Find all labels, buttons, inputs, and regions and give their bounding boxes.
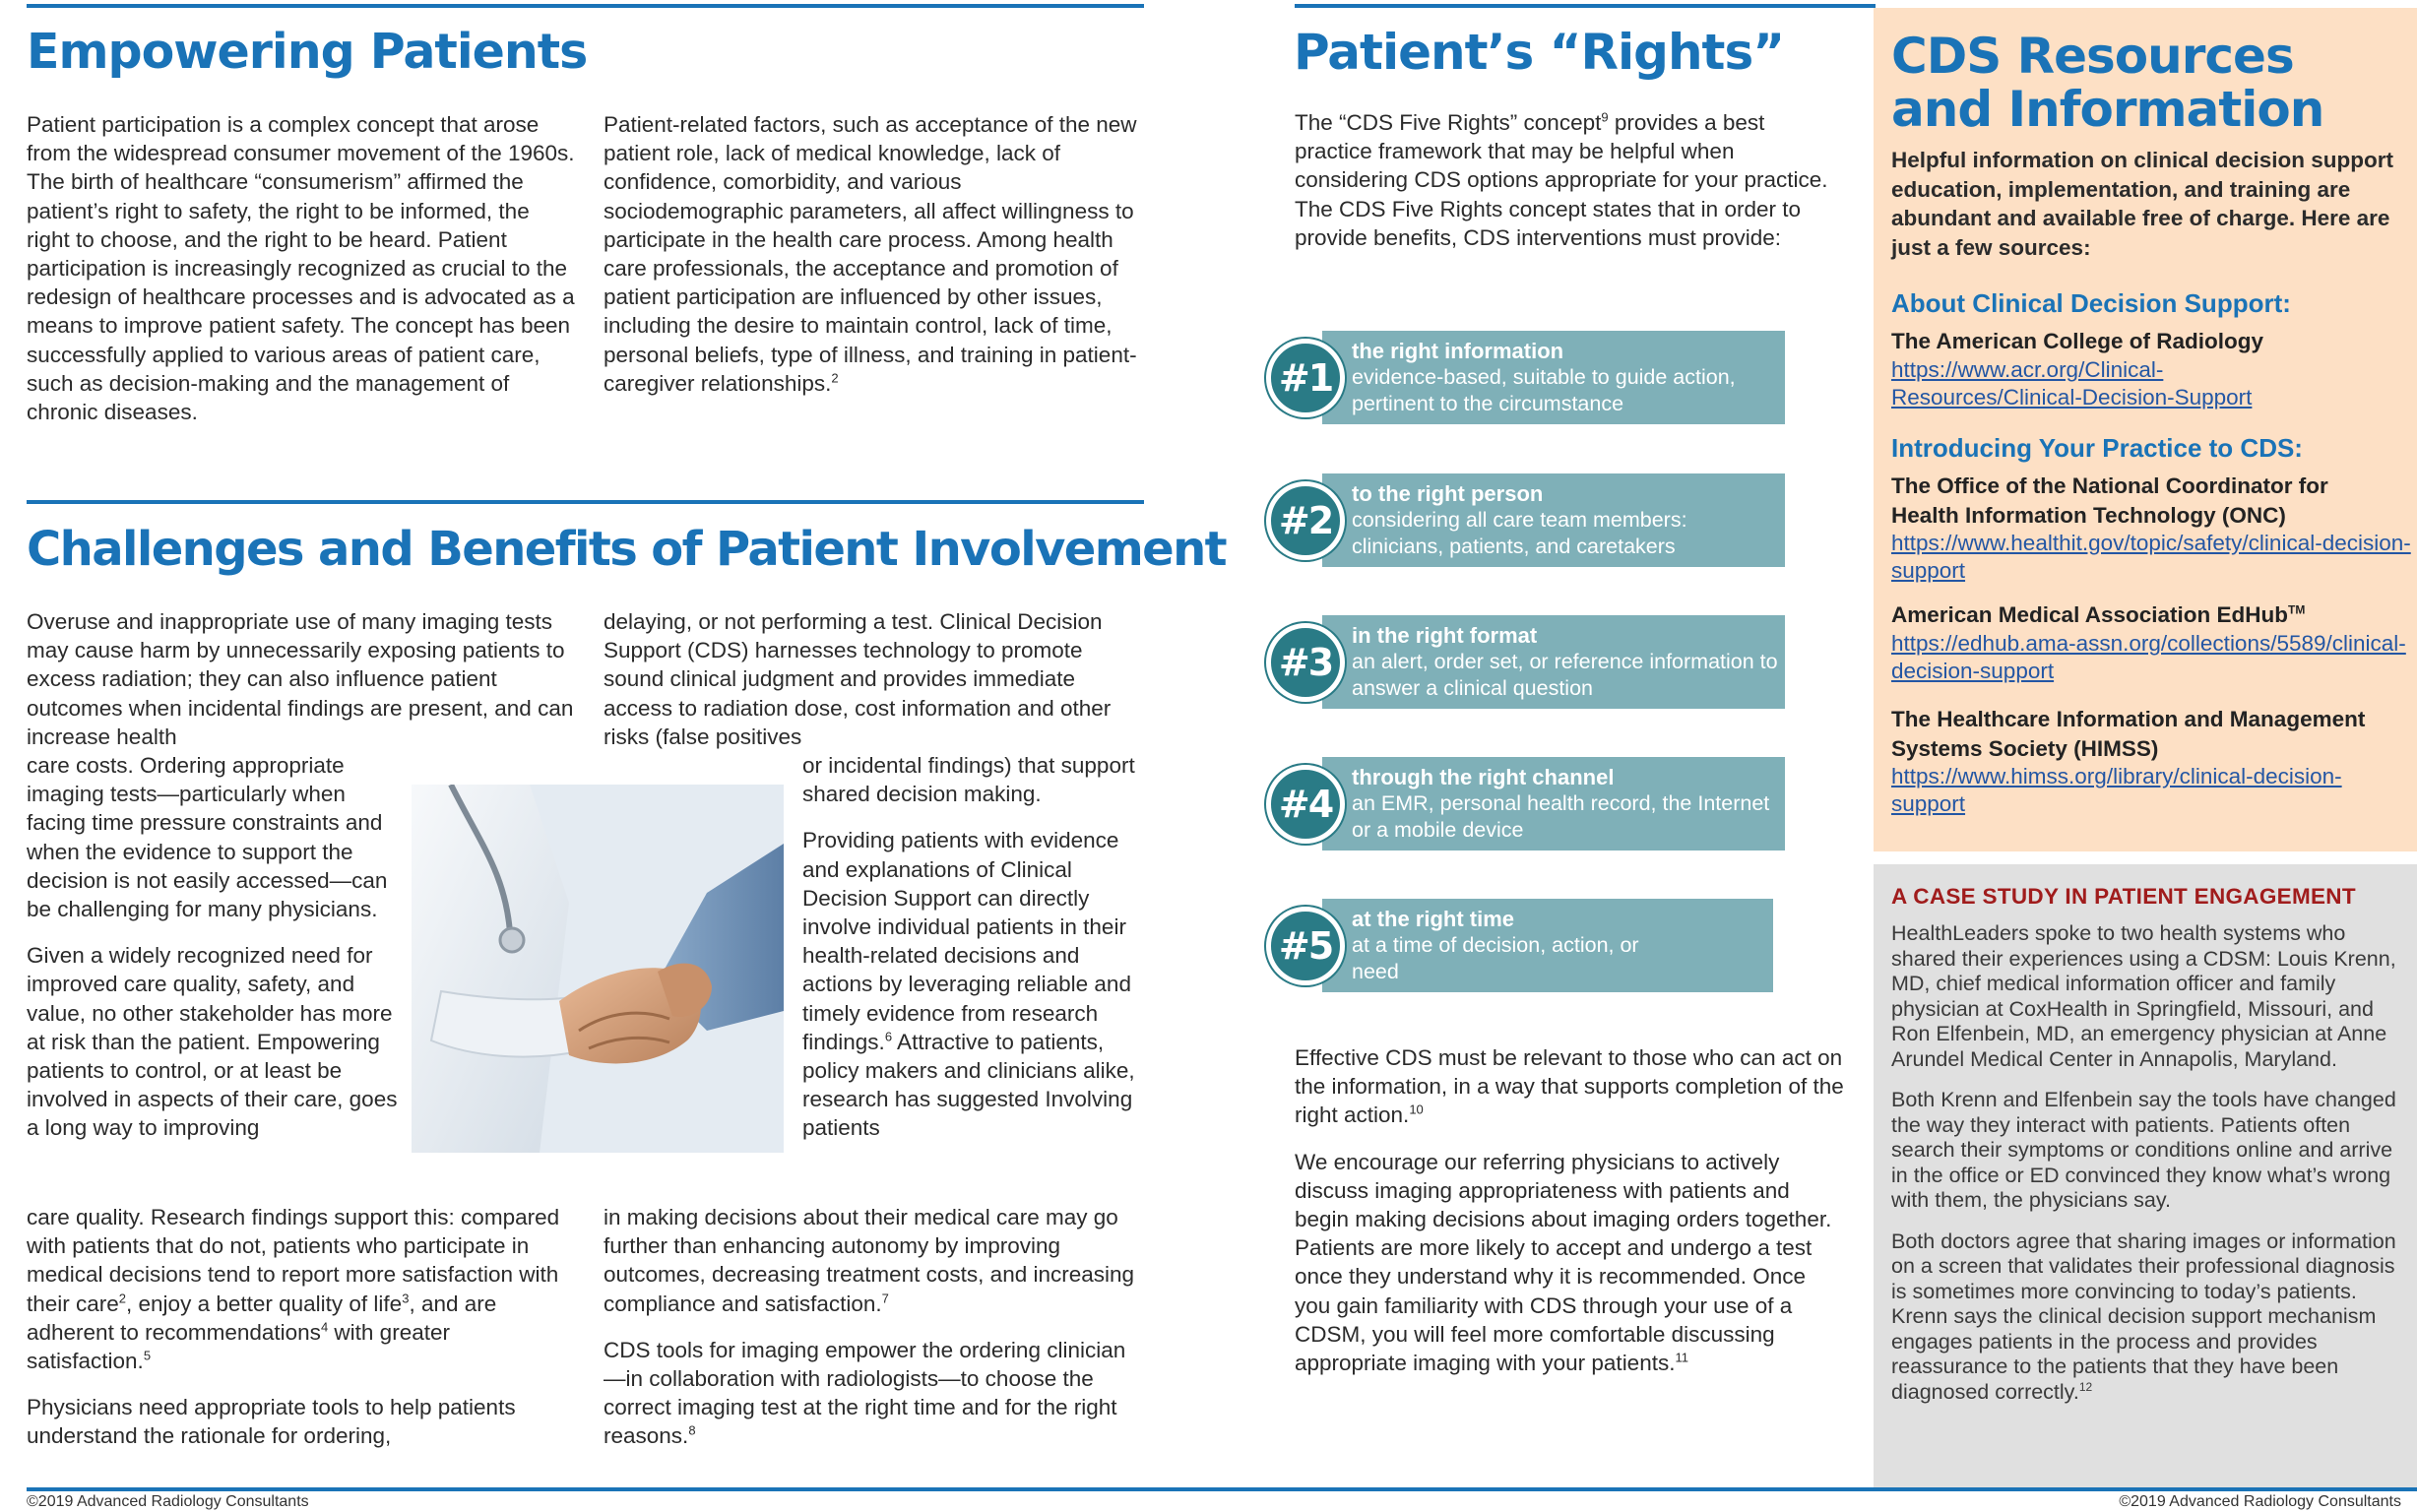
right-title-5: at the right time xyxy=(1352,907,1515,931)
ref-7: 7 xyxy=(881,1291,889,1306)
challenges-col2-top xyxy=(604,607,1145,751)
challenges-col2-bottom-a: in making decisions about their medical care may go further than enhancing autonomy by improving outcomes, decreasing treatment costs, and increasing compliance and satisfaction. xyxy=(604,1205,1135,1316)
challenges-col1-top xyxy=(27,607,580,751)
right-title-1: the right information xyxy=(1352,339,1564,363)
empowering-title: Empowering Patients xyxy=(27,24,588,80)
ref-8: 8 xyxy=(688,1422,696,1438)
resources-org-ama-text: American Medical Association EdHub xyxy=(1891,602,2289,627)
challenges-col1-p2-c: , and are adherent to recommendations xyxy=(27,1291,497,1345)
resources-link-himss[interactable]: https://www.himss.org/library/clinical-decision-support xyxy=(1891,764,2342,816)
challenges-col1-p2-bottom xyxy=(27,1203,580,1375)
right-badge-4: #4 xyxy=(1266,765,1345,844)
resources-link-ama[interactable]: https://edhub.ama-assn.org/collections/5589/clinical-decision-support xyxy=(1891,631,2406,683)
right-box-4 xyxy=(1322,757,1785,850)
right-desc-3: an alert, order set, or reference information to answer a clinical question xyxy=(1352,650,1778,700)
right-badge-2: #2 xyxy=(1266,481,1345,560)
rights-outro1-text: Effective CDS must be relevant to those who can act on the information, in a way that supports completion of the right action. xyxy=(1295,1045,1844,1128)
challenges-col2-p3 xyxy=(604,1336,1145,1451)
right-box-2 xyxy=(1322,473,1785,567)
challenges-col2-wrap2-b: Attractive to patients, policy makers and clinicians alike, research has suggested Involving patients xyxy=(802,1029,1135,1141)
ref-2: 2 xyxy=(831,370,839,386)
resources-head-about: About Clinical Decision Support: xyxy=(1891,288,2291,318)
resources-link-acr[interactable]: https://www.acr.org/Clinical-Resources/Clinical-Decision-Support xyxy=(1891,357,2253,410)
challenges-col1-bottom xyxy=(27,1203,580,1451)
rights-outro2-text: We encourage our referring physicians to actively discuss imaging appropriateness with patients and begin making decisions about imaging orders together. Patients are more likely to accept and undergo a test once they understand why it is recommended. Once you gain familiarity with CDS through your use of a CDSM, you will feel more comfortable discussing appropriate imaging with your patients. xyxy=(1295,1149,1832,1376)
trademark: TM xyxy=(2288,602,2306,617)
resources-intro: Helpful information on clinical decision support education, implementation, and training are abundant and available free of charge. Here are just a few sources: xyxy=(1891,148,2394,260)
rights-outro xyxy=(1295,1043,1846,1377)
empowering-col1 xyxy=(27,110,578,426)
resources-title xyxy=(1891,30,2323,136)
case-study-body xyxy=(1891,921,2408,1420)
ref-5: 5 xyxy=(143,1348,152,1363)
rights-title: Patient’s “Rights” xyxy=(1294,24,1785,81)
challenges-col1-p3: Physicians need appropriate tools to help patients understand the rationale for ordering, xyxy=(27,1395,516,1449)
right-desc-1: evidence-based, suitable to guide action, pertinent to the circumstance xyxy=(1352,365,1736,415)
challenges-title: Challenges and Benefits of Patient Involvement xyxy=(27,522,1226,577)
resources-org-acr: The American College of Radiology xyxy=(1891,329,2263,353)
resources-org-ama xyxy=(1891,600,2413,630)
resources-panel xyxy=(1874,8,2417,851)
right-badge-3: #3 xyxy=(1266,623,1345,702)
ref-4: 4 xyxy=(320,1319,329,1335)
case-study-p1: HealthLeaders spoke to two health systems who shared their experiences using a CDSM: Louis Krenn, MD, chief medical information officer and family physician at CoxHealth in Springfield, Missouri, and Ron Elfenbein, MD, an emergency physician at Anne Arundel Medical Center in Annapolis, Maryland. xyxy=(1891,921,2396,1071)
rights-intro-a: The “CDS Five Rights” concept xyxy=(1295,110,1602,135)
rights-outro2 xyxy=(1295,1148,1846,1378)
right-box-5 xyxy=(1322,899,1773,992)
ref-2b: 2 xyxy=(118,1291,127,1306)
footer-copyright-right: ©2019 Advanced Radiology Consultants xyxy=(2119,1493,2401,1510)
footer-rule xyxy=(27,1487,2417,1491)
challenges-col2-bottom xyxy=(604,1203,1145,1451)
empowering-col2-text: Patient-related factors, such as acceptance of the new patient role, lack of medical knowledge, lack of confidence, comorbidity, and various sociodemographic parameters, all affect willingness to participate in the health care process. Among health care professionals, the acceptance and promotion of patient participation are influenced by other issues, including the desire to maintain control, lack of time, personal beliefs, type of illness, and training in patient-caregiver relationships. xyxy=(604,112,1137,396)
challenges-col1-wrap xyxy=(27,751,401,1143)
right-desc-5: at a time of decision, action, or need xyxy=(1352,933,1639,983)
challenges-col1-wrap-text: care costs. Ordering appropriate imaging tests—particularly when facing time pressure constraints and when the evidence to support the decision is not easily accessed—can be challenging for many physicians. xyxy=(27,753,388,922)
handshake-illustration xyxy=(412,785,784,1153)
case-study-p3 xyxy=(1891,1229,2408,1406)
case-study-title: A CASE STUDY IN PATIENT ENGAGEMENT xyxy=(1891,884,2356,909)
challenges-col2-wrap2 xyxy=(802,826,1147,1142)
resources-org-himss: The Healthcare Information and Management Systems Society (HIMSS) xyxy=(1891,707,2366,761)
ref-11: 11 xyxy=(1675,1350,1688,1365)
ref-9: 9 xyxy=(1601,109,1609,125)
right-badge-1: #1 xyxy=(1266,339,1345,417)
rights-intro-text xyxy=(1295,108,1831,252)
challenges-col1-p2-b: , enjoy a better quality of life xyxy=(126,1291,403,1316)
right-title-4: through the right channel xyxy=(1352,765,1615,789)
right-desc-2: considering all care team members: clinicians, patients, and caretakers xyxy=(1352,508,1687,558)
ref-3: 3 xyxy=(402,1291,410,1306)
challenges-col2-bottom-text xyxy=(604,1203,1145,1318)
challenges-col2-p3-text: CDS tools for imaging empower the ordering clinician—in collaboration with radiologists—to choose the correct imaging test at the right time and for the right reasons. xyxy=(604,1337,1126,1449)
case-study-panel xyxy=(1874,864,2417,1490)
challenges-col2-wrap xyxy=(802,751,1147,1143)
challenges-col2-wrap2-a: Providing patients with evidence and explanations of Clinical Decision Support can directly involve individual patients in their health-related decisions and actions by leveraging reliable and timely evidence from research findings. xyxy=(802,828,1131,1054)
ref-12: 12 xyxy=(2078,1379,2093,1394)
rights-intro xyxy=(1295,108,1831,252)
right-box-1 xyxy=(1322,331,1785,424)
case-study-p3-text: Both doctors agree that sharing images or information on a screen that validates their professional diagnosis is sometimes more convincing to today’s patients. Krenn says the clinical decision support mechanism engages patients in the process and provides reassurance to the patients that they have been diagnosed correctly. xyxy=(1891,1228,2396,1404)
resources-title-line1: CDS Resources xyxy=(1891,28,2294,85)
rights-outro1 xyxy=(1295,1043,1846,1130)
case-study-p2: Both Krenn and Elfenbein say the tools have changed the way they interact with patients. Patients often search their symptoms or conditions online and arrive in the office or ED convinced they know what’s wrong with them, the physicians say. xyxy=(1891,1088,2396,1212)
resources-org-onc: The Office of the National Coordinator for Health Information Technology (ONC) xyxy=(1891,473,2328,528)
challenges-col1-p2-a: care quality. Research findings support this: compared with patients that do not, patients who participate in medical decisions tend to report more satisfaction with their care xyxy=(27,1205,560,1316)
footer-copyright-left: ©2019 Advanced Radiology Consultants xyxy=(27,1493,309,1510)
mid-rule-left xyxy=(27,500,1144,504)
resources-head-introducing: Introducing Your Practice to CDS: xyxy=(1891,433,2303,463)
empowering-col1-text: Patient participation is a complex concept that arose from the widespread consumer movement of the 1960s. The birth of healthcare “consumerism” affirmed the patient’s right to safety, the right to be informed, the right to choose, and the right to be heard. Patient participation is increasingly recognized as crucial to the redesign of healthcare processes and is advocated as a means to improve patient safety. The concept has been successfully applied to various areas of patient care, such as decision-making and the management of chronic diseases. xyxy=(27,112,575,425)
resources-title-line2: and Information xyxy=(1891,81,2324,138)
challenges-col2-top-text: delaying, or not performing a test. Clinical Decision Support (CDS) harnesses technology to promote sound clinical judgment and provides immediate access to radiation dose, cost information and other risks (false positives xyxy=(604,609,1112,749)
right-title-3: in the right format xyxy=(1352,623,1538,648)
ref-10: 10 xyxy=(1409,1102,1424,1117)
handshake-photo xyxy=(412,785,784,1153)
ref-6: 6 xyxy=(884,1029,893,1044)
top-rule-left xyxy=(27,4,1144,8)
right-box-3 xyxy=(1322,615,1785,709)
empowering-col2 xyxy=(604,110,1140,398)
resources-link-onc[interactable]: https://www.healthit.gov/topic/safety/clinical-decision-support xyxy=(1891,531,2411,583)
right-title-2: to the right person xyxy=(1352,481,1544,506)
top-rule-right xyxy=(1295,4,1876,8)
empowering-col2-paragraph xyxy=(604,110,1140,398)
challenges-col1-top-text: Overuse and inappropriate use of many imaging tests may cause harm by unnecessarily exposing patients to excess radiation; they can also influence patient outcomes when incidental findings are present, and can increase health xyxy=(27,609,574,749)
challenges-col2-wrap1: or incidental findings) that support shared decision making. xyxy=(802,753,1135,807)
right-desc-4: an EMR, personal health record, the Internet or a mobile device xyxy=(1352,791,1770,842)
right-badge-5: #5 xyxy=(1266,907,1345,985)
challenges-col1-p2-d: with greater satisfaction. xyxy=(27,1319,450,1374)
rights-intro-b: provides a best practice framework that may be helpful when considering CDS options appropriate for your practice. The CDS Five Rights concept states that in order to provide benefits, CDS interventions must provide: xyxy=(1295,110,1828,250)
challenges-col1-p2-wrap-text: Given a widely recognized need for improved care quality, safety, and value, no other stakeholder has more at risk than the patient. Empowering patients to control, or at least be involved in aspects of their care, goes a long way to improving xyxy=(27,943,398,1141)
